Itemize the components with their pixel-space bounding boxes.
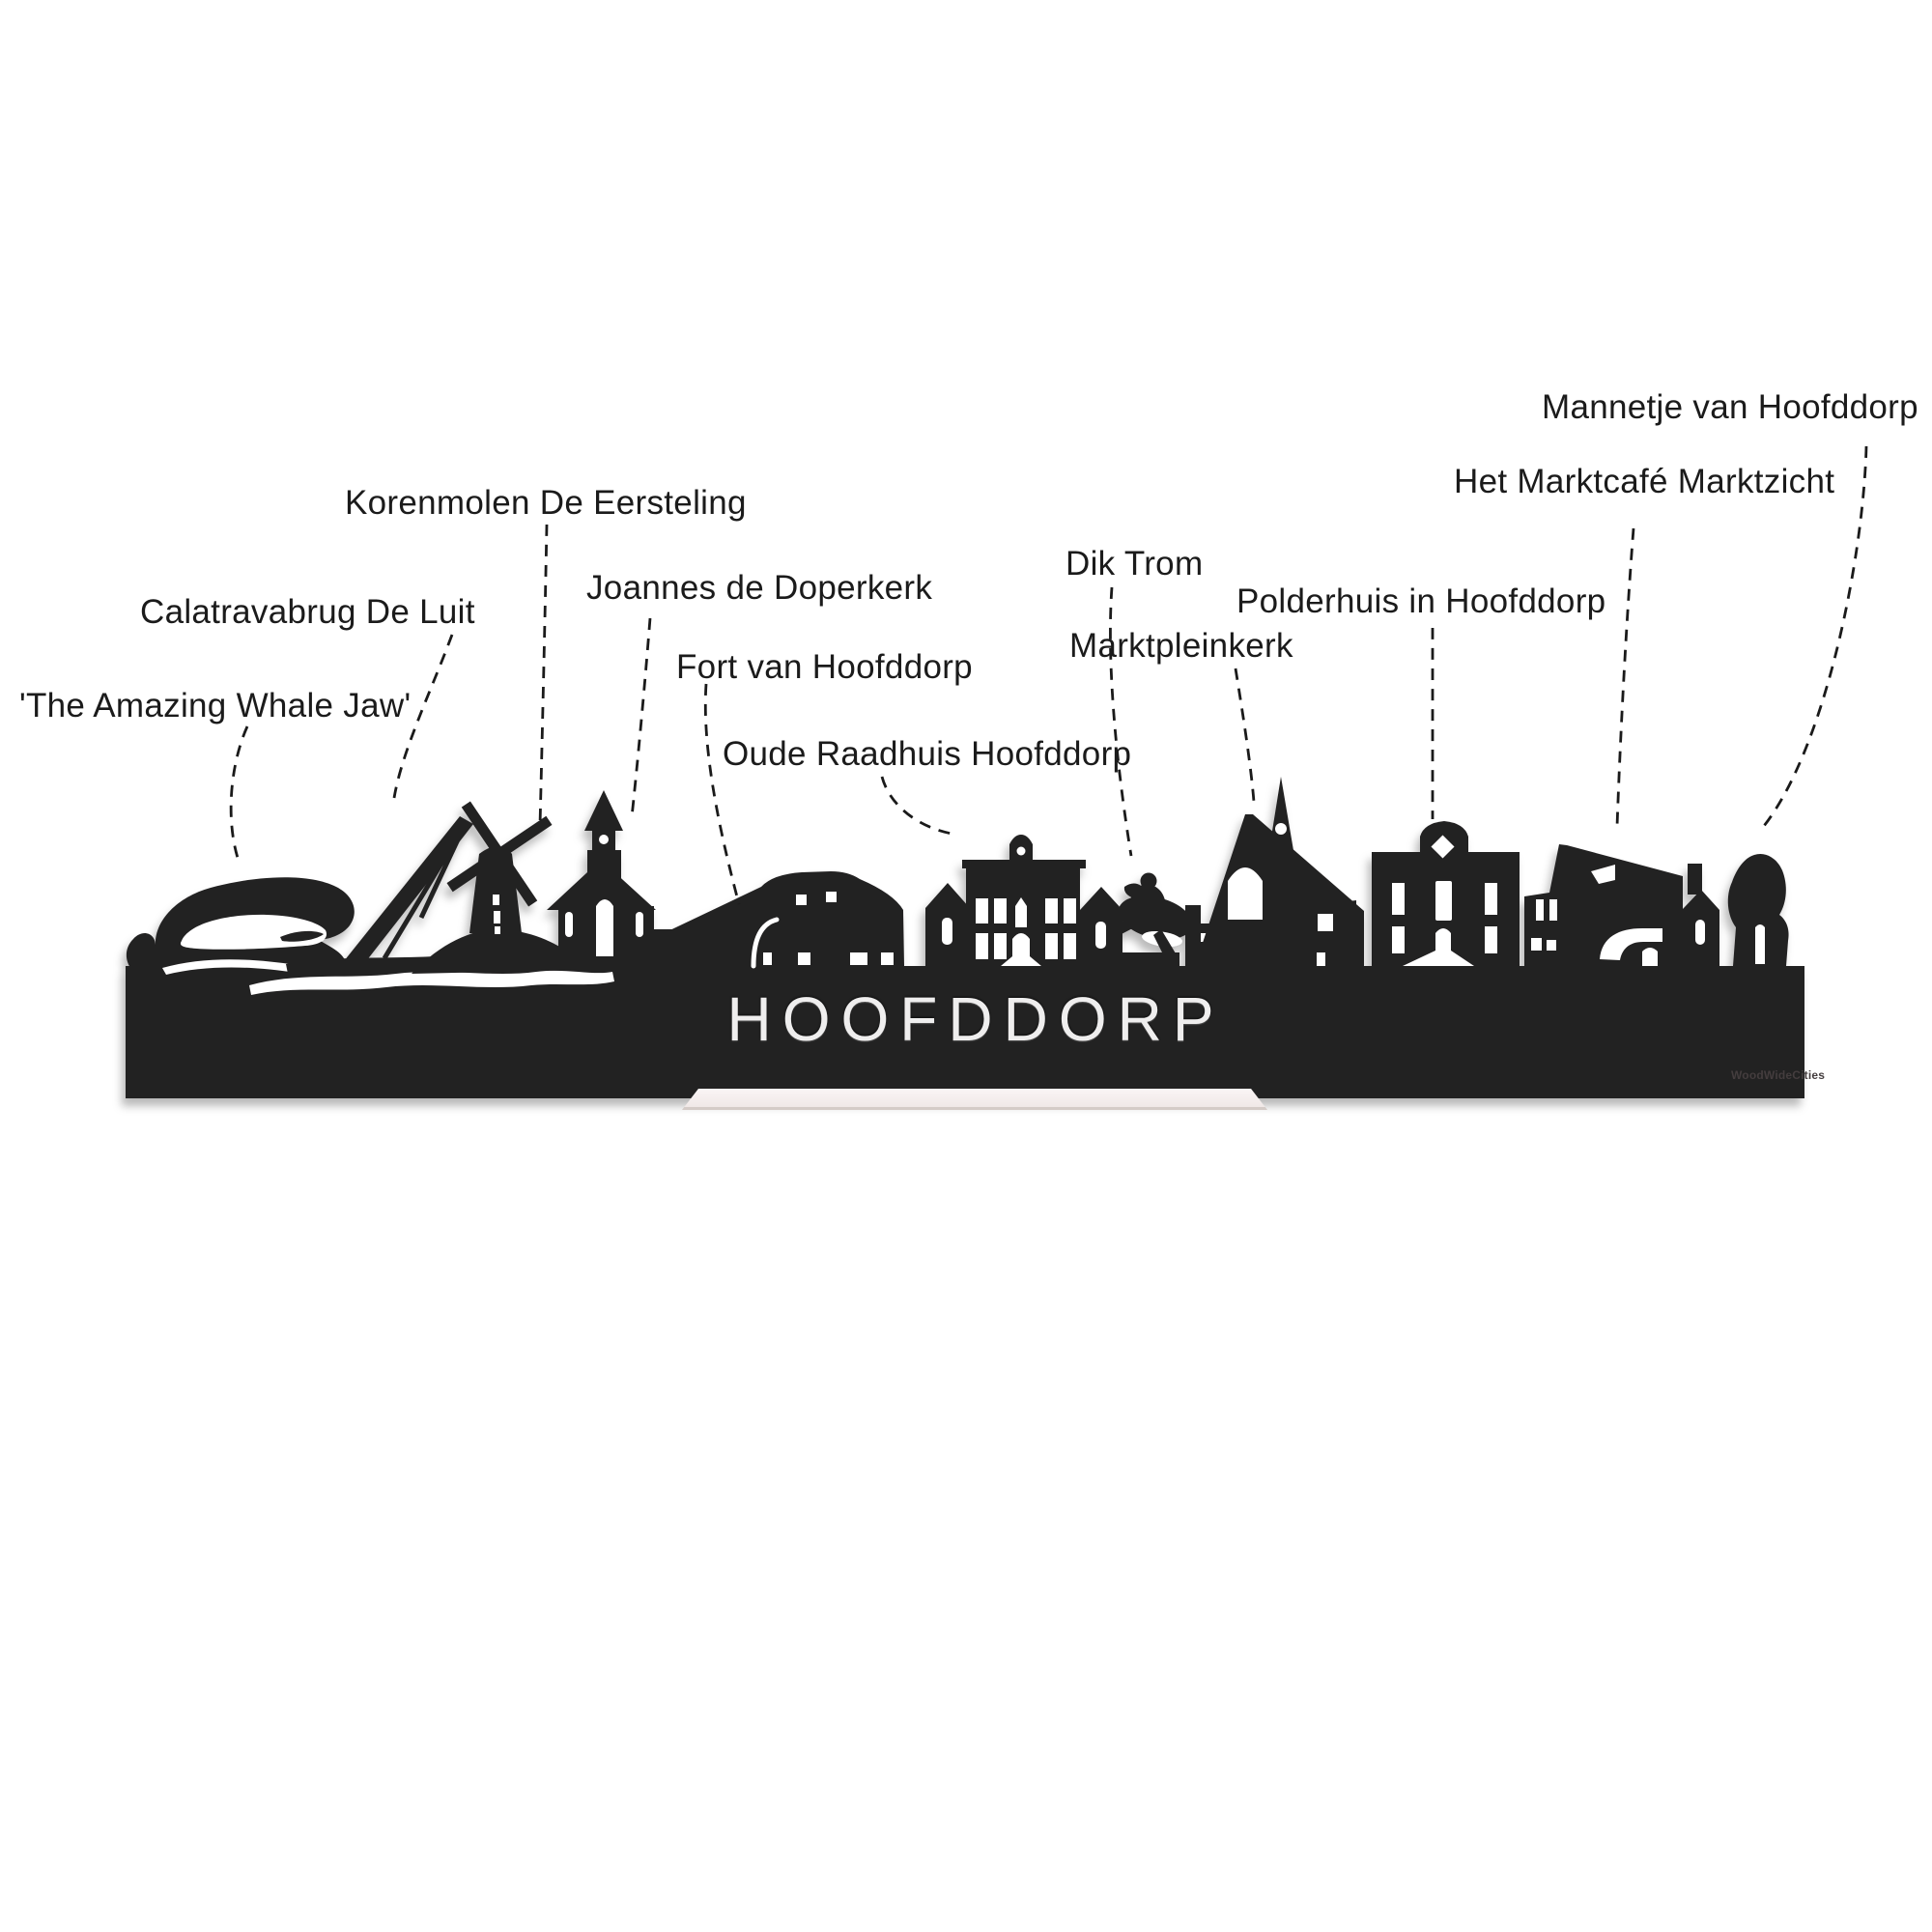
label-marktcafe: Het Marktcafé Marktzicht (1454, 463, 1835, 500)
leader-korenmolen (540, 525, 547, 826)
label-whale-jaw: 'The Amazing Whale Jaw' (19, 687, 412, 724)
leader-marktpleinkerk (1236, 668, 1254, 802)
leader-marktcafe (1617, 528, 1634, 827)
label-dik-trom: Dik Trom (1065, 545, 1204, 582)
city-name-cutout: HOOFDDORP (726, 984, 1225, 1054)
label-fort: Fort van Hoofddorp (676, 648, 973, 686)
leader-mannetje (1760, 446, 1866, 831)
label-calatravabrug: Calatravabrug De Luit (140, 593, 475, 631)
label-marktpleinkerk: Marktpleinkerk (1069, 627, 1293, 665)
brand-watermark: WoodWideCities (1731, 1068, 1826, 1082)
leader-joannes-doperkerk (632, 618, 650, 817)
label-mannetje: Mannetje van Hoofddorp (1542, 388, 1918, 426)
display-stand (682, 1089, 1267, 1110)
leader-whale-jaw (231, 726, 247, 858)
leader-oude-raadhuis (882, 777, 958, 835)
leader-fort (705, 684, 739, 904)
label-korenmolen: Korenmolen De Eersteling (345, 484, 747, 522)
label-polderhuis: Polderhuis in Hoofddorp (1236, 582, 1606, 620)
label-joannes-doperkerk: Joannes de Doperkerk (586, 569, 933, 607)
label-oude-raadhuis: Oude Raadhuis Hoofddorp (723, 735, 1132, 773)
